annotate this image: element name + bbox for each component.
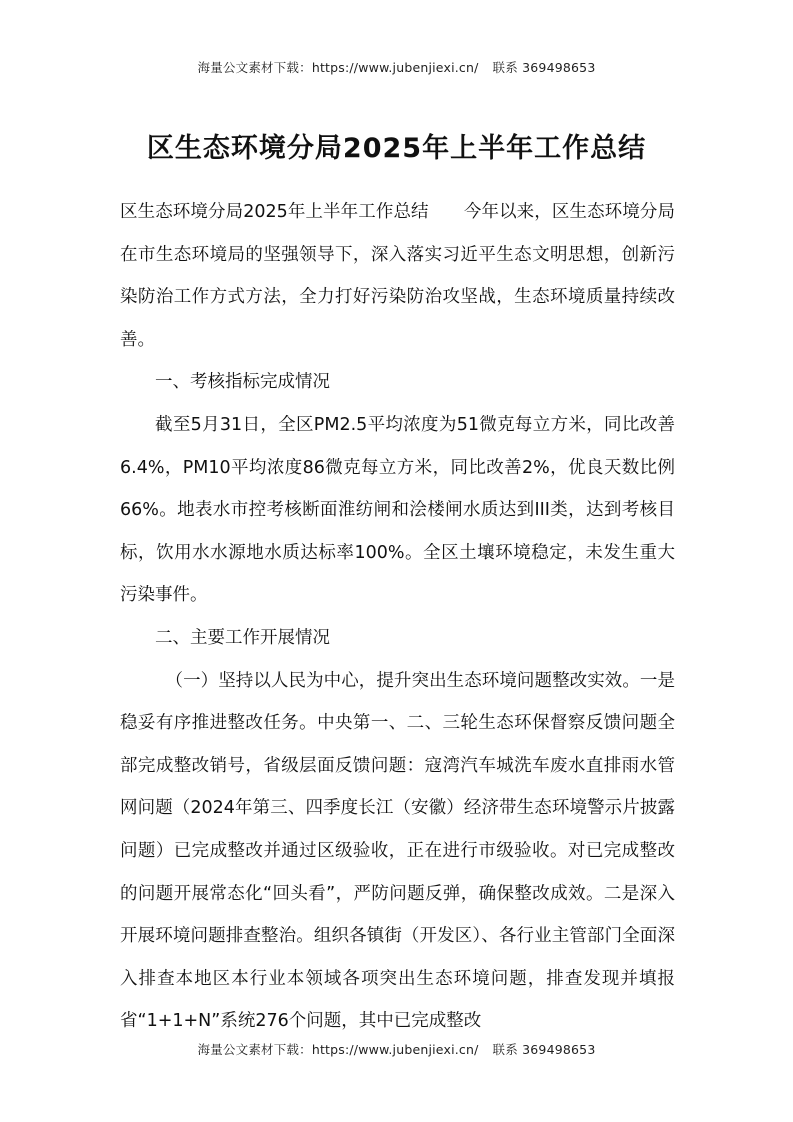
paragraph-indicators: 截至5月31日，全区PM2.5平均浓度为51微克每立方米，同比改善6.4%，PM10平均浓度86微克每立方米，同比改善2%，优良天数比例66%。地表水市控考核断面淮纺闸和浍楼闸水质达到III类，达到考核目标，饮用水水源地水质达标率100%。全区土壤环境稳定，未发生重大污染事件。	[120, 414, 675, 606]
header-download-text: 海量公文素材下载：https://www.jubenjiexi.cn/	[197, 60, 479, 75]
document-title: 区生态环境分局2025年上半年工作总结	[146, 133, 647, 164]
page-header	[0, 58, 793, 76]
document-body	[120, 191, 675, 1043]
header-contact-text: 联系 369498653	[492, 60, 596, 75]
page-footer	[0, 1040, 793, 1058]
footer-download-text: 海量公文素材下载：https://www.jubenjiexi.cn/	[197, 1042, 479, 1057]
footer-contact-text: 联系 369498653	[492, 1042, 596, 1057]
paragraph-intro: 区生态环境分局2025年上半年工作总结 今年以来，区生态环境分局在市生态环境局的坚强领导下，深入落实习近平生态文明思想，创新污染防治工作方式方法，全力打好污染防治攻坚战，生态环境质量持续改善。	[120, 202, 675, 350]
section-heading-1: 一、考核指标完成情况	[155, 372, 330, 393]
section-heading-2: 二、主要工作开展情况	[155, 627, 330, 648]
paragraph-work: （一）坚持以人民为中心，提升突出生态环境问题整改实效。一是稳妥有序推进整改任务。中央第一、二、三轮生态环保督察反馈问题全部完成整改销号，省级层面反馈问题：寇湾汽车城洗车废水直排雨水管网问题（2024年第三、四季度长江（安徽）经济带生态环境警示片披露问题）已完成整改并通过区级验收，正在进行市级验收。对已完成整改的问题开展常态化“回头看”，严防问题反弹，确保整改成效。二是深入开展环境问题排查整治。组织各镇街（开发区）、各行业主管部门全面深入排查本地区本行业本领域各项突出生态环境问题，排查发现并填报省“1+1+N”系统276个问题，其中已完成整改	[120, 670, 675, 1032]
